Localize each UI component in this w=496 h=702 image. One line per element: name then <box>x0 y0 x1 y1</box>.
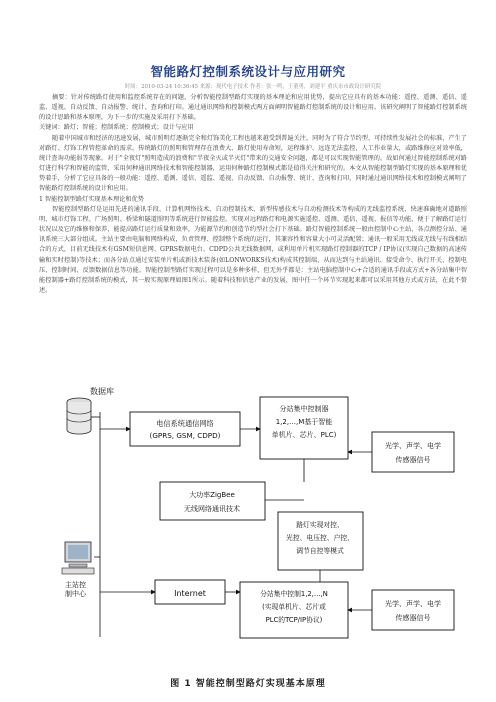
figure-1-diagram <box>60 382 460 662</box>
substation-top-line1: 分站集中控制器 <box>279 405 329 413</box>
internet-label: Internet <box>174 589 206 598</box>
section-paragraph: 智能控制型路灯是运用先进的通讯手段、计算机网络技术、自动控制技术、新型传感技术与自动检测技术等构成的无线监控系统，快速准确地对道路照明、城市灯饰工程、广场照明、桥梁和隧道照明等系统进行智能监控。实现对远程路灯和电源实施遥控、遥测、遥信、遥视、报信等功能，便于了解路灯运行状况以及它的维修和保养，能提高路灯运行质量和效率，为能源节约和创造节约型社会打下基础。路灯智能控制系统一般由控制中心主站、各点测控分站、通讯系统三大部分组成。主站主要由电脑和网络构成，负责管理、控制整个系统的运行，其兼容性和容量大小可灵活配置；通讯一般采用无线或无线与有线相结合的方式，目前无线技术有GSM短信息网、GPRS数据电台、CDPD公共无线数据网，或利用单片机实现路灯控制器的TCP / IP协议(实现自己数据的高速传输和实时控制)等技术；而各分站点通过安装单片机或新技术装备(如LONWORKS技术)构成其控制端，从而达到与主站通讯、接受命令、执行开关、控制电压、控制时间、反馈数据信息等功能。智能控制型路灯实现过程可以是多种多样，但无外乎都是：主站电脑控制中心+合适的通讯手段或方式+各分站集中智能控制器+路灯控制系统的模式，其一般实现原理如图1所示。随着科技和信息产业的发展，图中任一个环节实现起来都可以采用其他方式或方法，在此不赘述。 <box>39 205 467 294</box>
substation-bottom-line2: (实现单机片、芯片或 <box>262 603 326 611</box>
control-center-line1: 主站控 <box>65 581 86 589</box>
section-heading: 1 智能控制型路灯实现基本理论和优势 <box>39 195 144 203</box>
database-icon <box>67 398 91 434</box>
abstract: 摘要：针对传统路灯使用和监控系统存在的问题，分析智能控制型路灯实现的基本理论和应用优势，提出它应具有的基本功能：遥控、遥测、遥信、遥监、遥视、自动反馈、自动报警、统计、查询和打印。通过通讯网络和控制模式两方面阐明智能路灯控制系统的设计和应用。该研究阐明了智能路灯控制系统的设计思路和基本原理，为下一步的实施及采用打下基础。 <box>39 94 467 122</box>
article-title: 智能路灯控制系统设计与应用研究 <box>150 64 346 79</box>
sensor-top-line2: 传感器信号 <box>395 456 431 464</box>
sensor-bottom-line1: 光学、声学、电学 <box>385 600 441 608</box>
substation-top-line2: 1,2,…,M基于智能 <box>275 418 333 426</box>
zigbee-line1: 大功率ZigBee <box>189 491 235 499</box>
substation-top-line3: 单机片、芯片、PLC) <box>271 431 337 439</box>
sensor-bottom-line2: 传感器信号 <box>395 614 431 622</box>
lamp-control-line3: 调节自控等模式 <box>296 547 344 555</box>
article-meta: 时间：2010-03-24 10:36:45 来源：现代电子技术 作者：张一鸣，王董勇，刘建平 重庆市市政设计研究院 <box>124 84 382 90</box>
intro-paragraph: 随着中国城市和经济的迅速发展，城市照明灯逐渐完全和灯饰美化工程也越来越受到普遍关注，同时为了符合节约型、可持续性发展社会的标准，产生了对路灯、灯饰工程管控革命的需求。传统路灯的照明和管理存在浪费大、路灯使用寿命短，运程维护、远连无法监控，人工作业量大，或路维修应对效率低，统计查询功能弱等现象。对于"全夜灯"照明造成的浪费和"半夜全灭或半灭灯"带来的交通安全问题，都是可以实现智能管理的。故如何通过智能控制系统对路灯进行科学和智能的监管，采用何种通讯网络技术和智能控制器，运用何种路灯控制模式都是值得关注和研究的。本文从智能控制型路灯实现的基本原理和优势着手，分析了它应具备的一般功能：遥控、遥测、遥信、遥监、遥视、自动反馈、自动报警、统计、查询和打印，同时通过通讯网络技术和控制模式阐明了智能路灯控制系统的设计和应用。 <box>39 134 467 193</box>
sensor-top-line1: 光学、声学、电学 <box>385 442 441 450</box>
control-center-line2: 制中心 <box>65 590 86 598</box>
lamp-control-line2: 光控、电压控、户控、 <box>286 534 354 542</box>
figure-caption: 图 1 智能控制型路灯实现基本原理 <box>170 679 326 689</box>
article-body <box>39 93 467 296</box>
lamp-control-line1: 路灯实现对控、 <box>296 521 344 529</box>
computer-icon <box>62 542 94 574</box>
comm-network-line1: 电信系统通信网络 <box>156 419 214 428</box>
zigbee-line2: 无线网络通讯技术 <box>184 505 240 513</box>
control-center-label <box>65 580 88 598</box>
substation-bottom-line1: 分站集中控制1,2,…,N <box>260 590 328 598</box>
comm-network-line2: (GPRS, GSM, CDPD) <box>149 431 221 440</box>
substation-bottom-line3: PLC的TCP/IP协议) <box>265 616 323 624</box>
database-label: 数据库 <box>90 387 114 396</box>
keywords: 关键词：路灯；智能；控制系统；控制模式；设计与应用 <box>39 124 194 132</box>
